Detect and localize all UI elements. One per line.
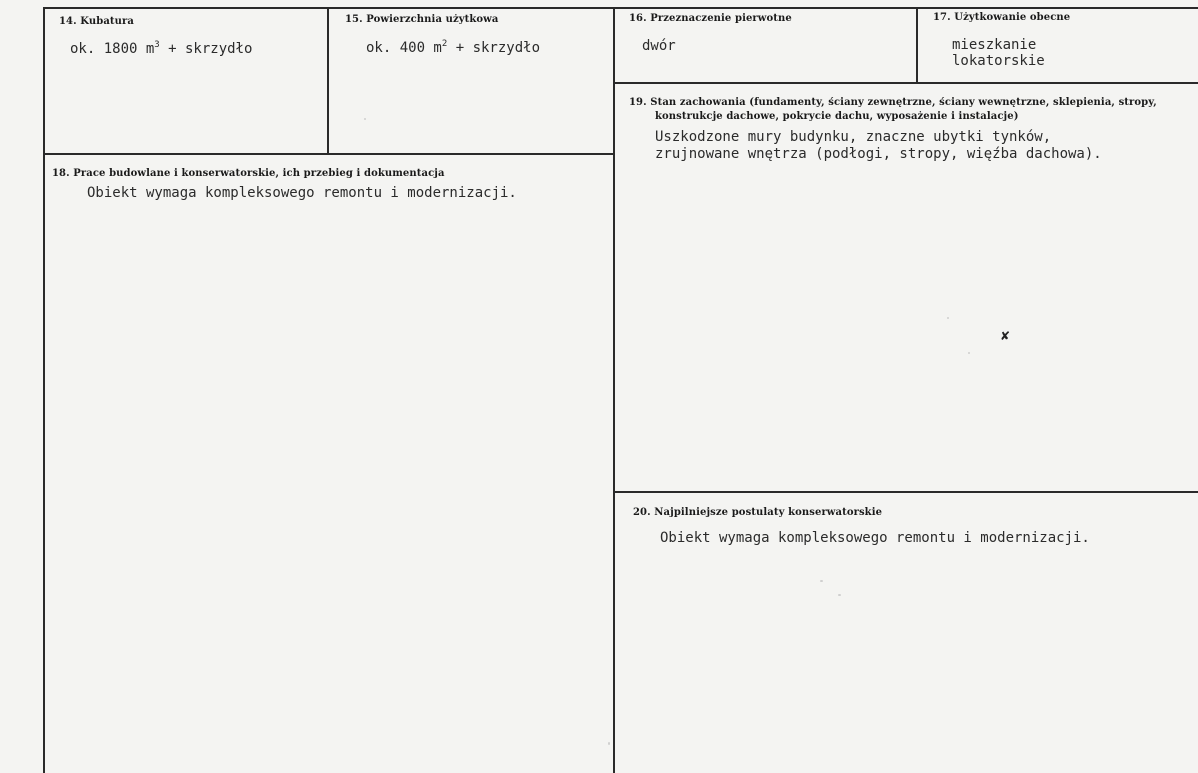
divider-14-15 — [327, 7, 329, 154]
field-15-value — [366, 40, 540, 57]
divider-under-16-17 — [613, 82, 1198, 84]
field-14-label: 14. Kubatura — [59, 16, 134, 27]
field-14-value-prefix: ok. 1800 m — [70, 41, 155, 57]
scan-speck — [838, 594, 841, 596]
field-15-label: 15. Powierzchnia użytkowa — [345, 14, 499, 25]
left-border — [43, 7, 45, 773]
divider-16-17 — [916, 7, 918, 83]
field-20-label: 20. Najpilniejsze postulaty konserwatorskie — [633, 507, 883, 518]
field-20-value: Obiekt wymaga kompleksowego remontu i modernizacji. — [660, 530, 1090, 546]
divider-middle — [613, 7, 615, 773]
field-14-value-sup: 3 — [154, 40, 160, 50]
field-15-value-prefix: ok. 400 m — [366, 40, 442, 56]
ink-mark-icon: ✘ — [1000, 329, 1011, 343]
field-19-label-line1: 19. Stan zachowania (fundamenty, ściany zewnętrzne, ściany wewnętrzne, sklepienia, stropy, — [629, 97, 1157, 108]
field-19-value-line1: Uszkodzone mury budynku, znaczne ubytki tynków, — [655, 129, 1052, 145]
field-19-label-line2: konstrukcje dachowe, pokrycie dachu, wyposażenie i instalacje) — [655, 111, 1019, 122]
field-19-value-line2: zrujnowane wnętrza (podłogi, stropy, więźba dachowa). — [655, 146, 1102, 162]
scan-speck — [947, 317, 949, 319]
scan-speck — [968, 352, 970, 354]
field-16-value: dwór — [642, 38, 676, 54]
field-14-value — [70, 41, 252, 58]
top-border — [43, 7, 1198, 9]
divider-under-19 — [613, 491, 1198, 493]
field-18-value: Obiekt wymaga kompleksowego remontu i modernizacji. — [87, 185, 517, 201]
field-16-label: 16. Przeznaczenie pierwotne — [629, 13, 792, 24]
field-17-value-line2: lokatorskie — [952, 53, 1045, 69]
field-17-label: 17. Użytkowanie obecne — [933, 12, 1071, 23]
field-14-value-suffix: + skrzydło — [159, 41, 253, 57]
field-15-value-sup: 2 — [441, 39, 448, 49]
field-15-value-suffix: + skrzydło — [447, 40, 540, 56]
field-18-label: 18. Prace budowlane i konserwatorskie, ich przebieg i dokumentacja — [52, 168, 445, 179]
field-17-value-line1: mieszkanie — [952, 37, 1037, 53]
scan-speck — [608, 742, 610, 745]
scan-speck — [364, 118, 366, 120]
divider-under-14-15 — [43, 153, 614, 155]
scan-speck — [820, 580, 823, 582]
